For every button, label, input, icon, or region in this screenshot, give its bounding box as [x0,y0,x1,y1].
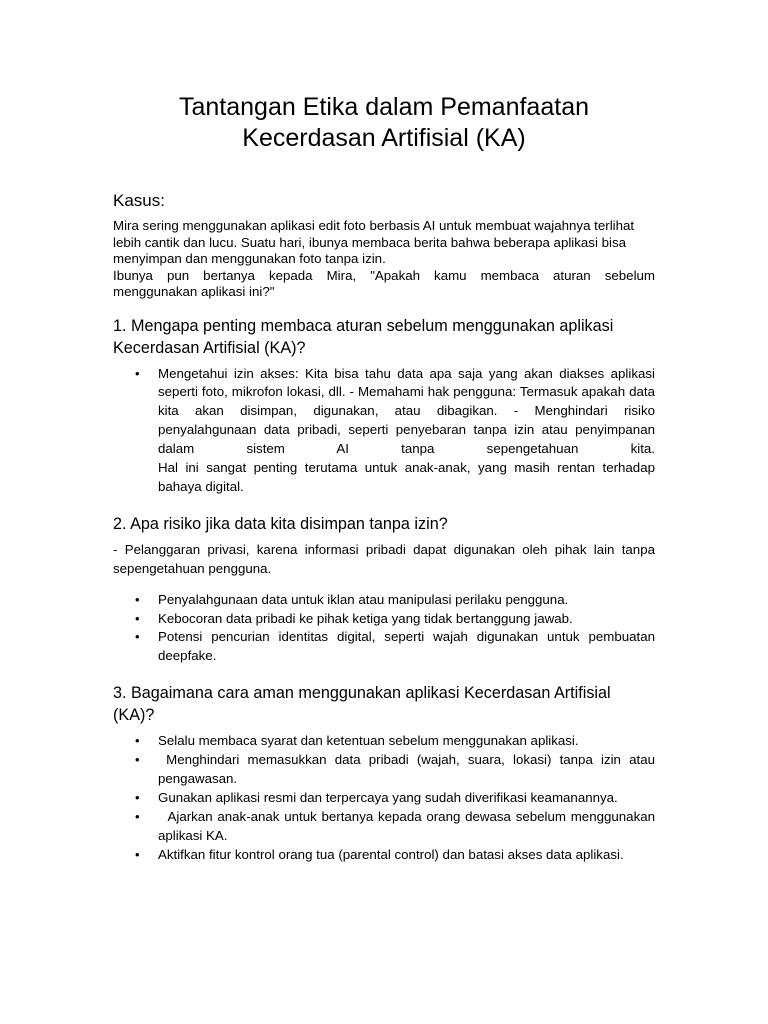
bullet-icon: • [135,752,140,768]
list-item [113,610,655,629]
list-item-text: Aktifkan fitur kontrol orang tua (parental control) dan batasi akses data aplikasi. [158,846,624,862]
kasus-line-5: menggunakan aplikasi ini?" [113,284,275,299]
list-item [113,751,659,789]
question-3-list [113,732,659,864]
question-2-list [113,591,655,667]
spacer [113,579,655,591]
list-item-text-continued: Hal ini sangat penting terutama untuk anak-anak, yang masih rentan terhadap bahaya digital. [158,460,655,494]
kasus-line-3: menyimpan dan menggunakan foto tanpa izin. [113,251,386,266]
title-line-2: Kecerdasan Artifisial (KA) [242,124,526,152]
kasus-paragraph [113,218,655,301]
bullet-icon: • [135,808,140,824]
question-2-heading: 2. Apa risiko jika data kita disimpan tanpa izin? [113,514,448,533]
list-item-text: Menghindari memasukkan data pribadi (wajah, suara, lokasi) tanpa izin atau pengawasan. [158,752,659,787]
list-item-text: Selalu membaca syarat dan ketentuan sebelum menggunakan aplikasi. [158,733,579,749]
bullet-icon: • [135,610,140,626]
question-1-list [113,365,655,497]
list-item-text: Potensi pencurian identitas digital, seperti wajah digunakan untuk pembuatan deepfake. [158,629,655,664]
bullet-icon: • [135,591,140,607]
question-1-heading: 1. Mengapa penting membaca aturan sebelum menggunakan aplikasi Kecerdasan Artifisial (KA)? [113,316,614,357]
list-item [113,789,655,808]
list-item-text: Gunakan aplikasi resmi dan terpercaya yang sudah diverifikasi keamanannya. [158,790,618,805]
list-item [113,591,655,610]
list-item-text: Mengetahui izin akses: Kita bisa tahu data apa saja yang akan diakses aplikasi seperti foto, mikrofon lokasi, dll. - Memahami hak pengguna: Termasuk apakah data kita akan disimpan, digunakan, atau dibagikan. - Menghindari risiko penyalahgunaan data pribadi, seperti penyebaran tanpa izin atau penyimpanan dalam sistem AI tanpa sepengetahuan kita. [158,365,655,457]
list-item-text: Penyalahgunaan data untuk iklan atau manipulasi perilaku pengguna. [158,591,569,607]
list-item [113,846,655,865]
list-item [113,365,655,497]
title-line-1: Tantangan Etika dalam Pemanfaatan [179,93,589,121]
kasus-line-1: Mira sering menggunakan aplikasi edit foto berbasis AI untuk membuat wajahnya terlihat [113,218,635,233]
document-title [113,92,655,154]
list-item-text: Ajarkan anak-anak untuk bertanya kepada orang dewasa sebelum menggunakan aplikasi KA. [158,808,659,843]
bullet-icon: • [135,733,140,749]
kasus-line-2: lebih cantik dan lucu. Suatu hari, ibunya membaca berita bahwa beberapa aplikasi bisa [113,234,626,250]
question-3-heading: 3. Bagaimana cara aman menggunakan aplikasi Kecerdasan Artifisial (KA)? [113,684,611,725]
bullet-icon: • [135,790,140,805]
list-item [113,732,655,751]
bullet-icon: • [135,365,140,381]
bullet-icon: • [135,629,140,645]
list-item [113,808,659,846]
kasus-line-4: Ibunya pun bertanya kepada Mira, "Apakah kamu membaca aturan sebelum [113,267,655,283]
kasus-heading: Kasus: [113,191,165,210]
question-2-intro: - Pelanggaran privasi, karena informasi pribadi dapat digunakan oleh pihak lain tanpa sepengetahuan pengguna. [113,541,655,576]
list-item-text: Kebocoran data pribadi ke pihak ketiga yang tidak bertanggung jawab. [158,610,573,626]
list-item [113,628,655,666]
bullet-icon: • [135,846,140,862]
